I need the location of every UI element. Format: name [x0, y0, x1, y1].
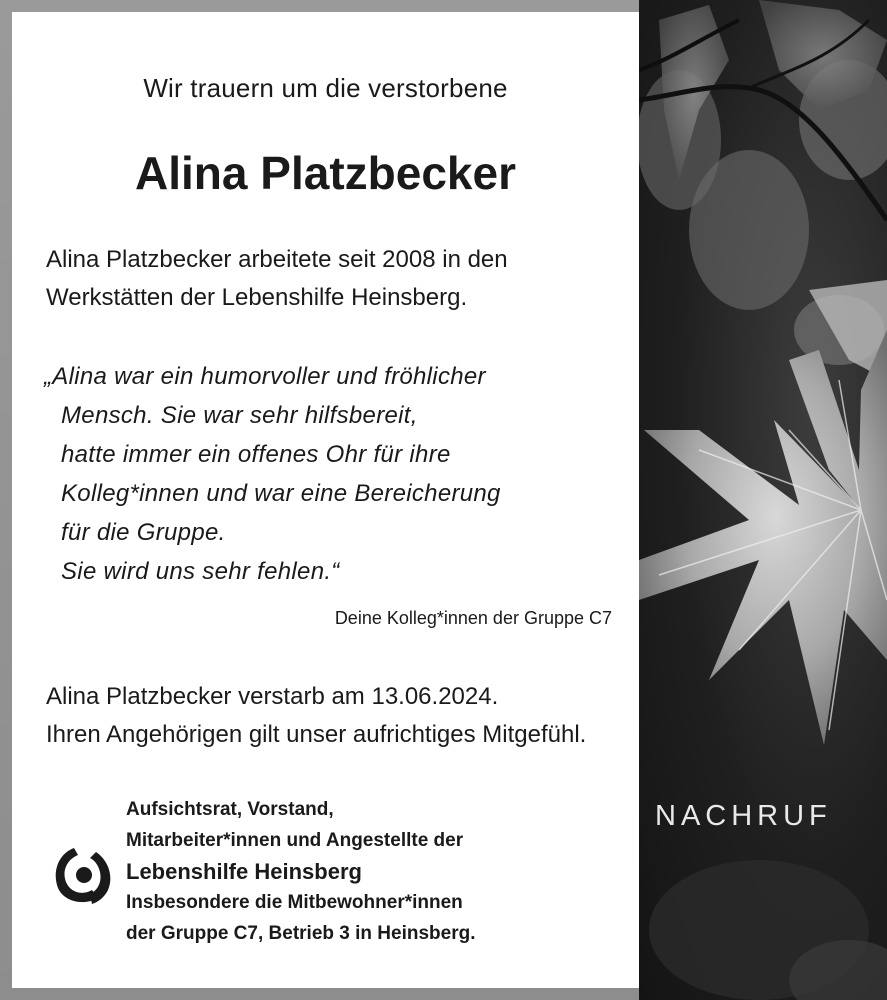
deceased-name: Alina Platzbecker [135, 147, 516, 199]
text-line: Alina Platzbecker arbeitete seit 2008 in den [46, 246, 508, 273]
quote-line: hatte immer ein offenes Ohr für ihre [61, 441, 451, 468]
sender-line: der Gruppe C7, Betrieb 3 in Heinsberg. [126, 923, 476, 944]
quote-line: für die Gruppe. [61, 519, 226, 546]
quote-line: Mensch. Sie war sehr hilfsbereit, [61, 402, 418, 429]
quote-line: Sie wird uns sehr fehlen.“ [61, 558, 340, 585]
text-line: Werkstätten der Lebenshilfe Heinsberg. [46, 284, 468, 311]
sender-line: Aufsichtsrat, Vorstand, [126, 799, 334, 820]
sender-line: Insbesondere die Mitbewohner*innen [126, 892, 463, 913]
colleague-quote [44, 357, 624, 591]
death-paragraph [46, 678, 626, 754]
text-line: Alina Platzbecker verstarb am 13.06.2024. [46, 683, 499, 710]
maple-leaf-photo [639, 0, 887, 1000]
lebenshilfe-logo-icon [50, 842, 116, 908]
sender-block [126, 794, 606, 949]
intro-line: Wir trauern um die verstorbene [143, 73, 508, 103]
quote-signature: Deine Kolleg*innen der Gruppe C7 [334, 608, 612, 628]
sender-line: Mitarbeiter*innen und Angestellte der [126, 830, 464, 851]
text-line: Ihren Angehörigen gilt unser aufrichtiges Mitgefühl. [46, 721, 587, 748]
quote-line: Kolleg*innen und war eine Bereicherung [61, 480, 501, 507]
leaf-illustration [639, 0, 887, 1000]
obituary-card [12, 12, 639, 988]
nachruf-label: NACHRUF [655, 800, 832, 832]
organisation-name: Lebenshilfe Heinsberg [126, 859, 362, 884]
employment-paragraph [46, 241, 626, 317]
quote-line: „Alina war ein humorvoller und fröhlicher [44, 363, 486, 390]
